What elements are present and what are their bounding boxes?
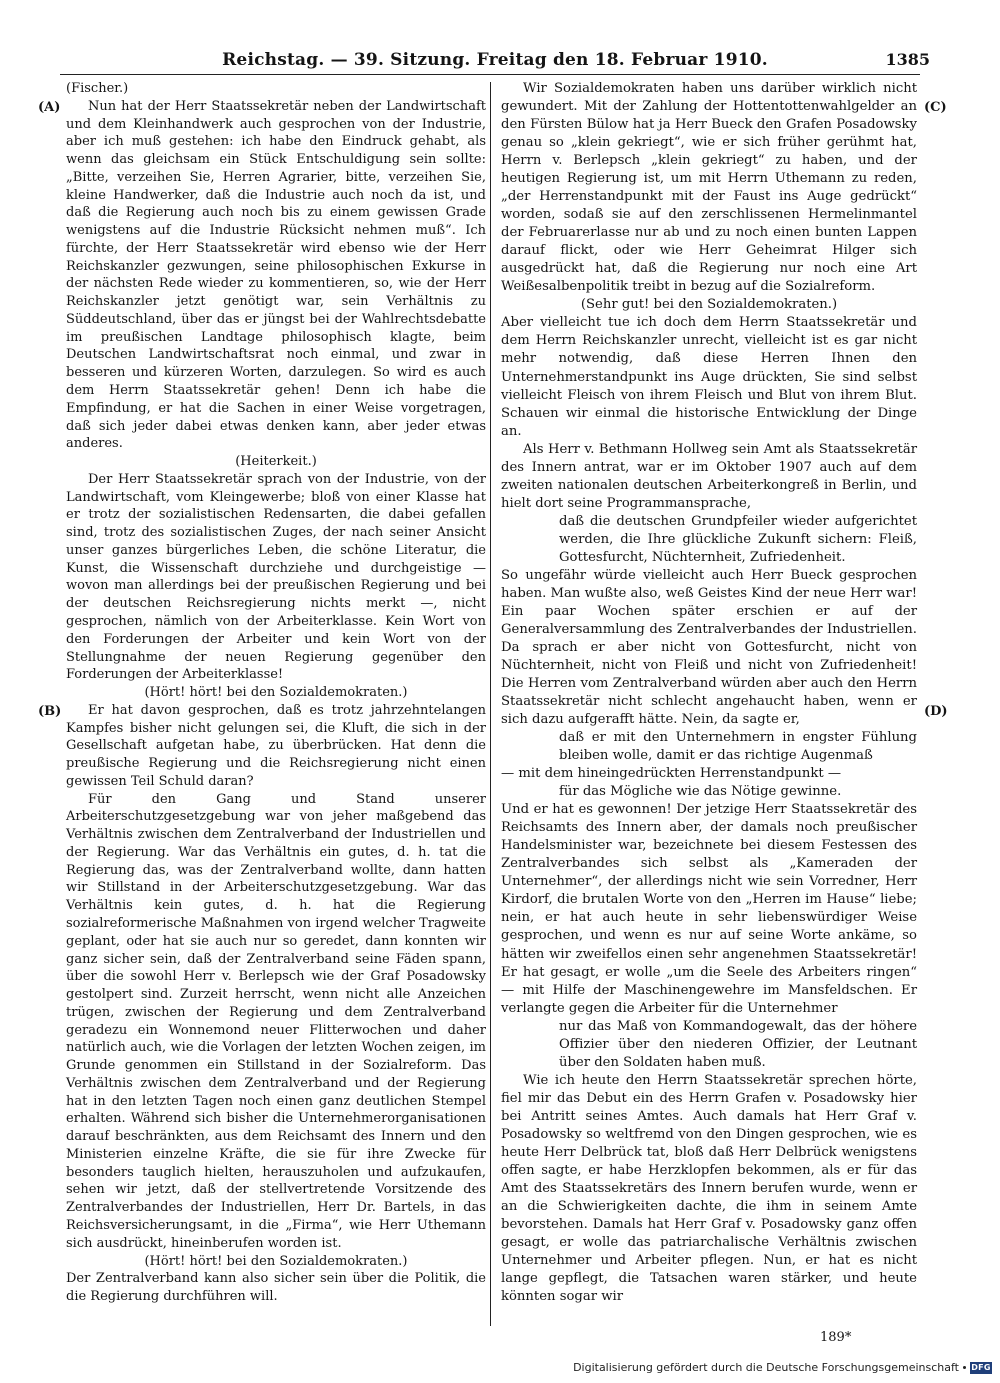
header-rule (60, 74, 920, 75)
footer-separator (963, 1366, 966, 1369)
paragraph: Als Herr v. Bethmann Hollweg sein Amt als Staatssekretär des Innern antrat, war er im Oktober 1907 auch auf dem zweiten nationalen deutschen Arbeiterkongreß in Berlin, und hielt dort seine Programmansprache, (501, 441, 917, 511)
quotation: für das Mögliche wie das Nötige gewinne. (559, 784, 842, 800)
margin-marker-a: (A) (38, 100, 61, 115)
margin-marker-c: (C) (924, 100, 947, 115)
right-column (501, 80, 917, 1306)
paragraph: Der Zentralverband kann also sicher sein über die Politik, die die Regierung durchführen will. (66, 1271, 486, 1305)
speaker-label: (Fischer.) (66, 81, 129, 96)
interjection: (Hört! hört! bei den Sozialdemokraten.) (144, 685, 408, 701)
left-column (66, 80, 486, 1306)
paragraph: Er hat davon gesprochen, daß es trotz jahrzehntelangen Kampfes bisher nicht gelungen sei, die Kluft, die sich in der Gesellschaft aufgetan habe, zu überbrücken. Hat denn die preußische Regierung und die Reichsregierung nicht einen gewissen Teil Schuld daran? (66, 702, 486, 789)
paragraph: Der Herr Staatssekretär sprach von der Industrie, von der Landwirtschaft, vom Kleingewerbe; bloß von einer Klasse hat er trotz der sozialistischen Redensarten, die dabei gefallen sind, trotz des sozialistischen Zuges, der nach seiner Ansicht unser ganzes bürgerliches Leben, die schöne Literatur, die Kunst, die Wissenschaft durchziehe und durchgeistige — wovon man allerdings bei der preußischen Regierung und bei der deutschen Reichsregierung nichts merkt —, nicht gesprochen, nämlich von der Arbeiterklasse. Kein Wort von den Forderungen der Arbeiter und kein Wort von der Stellungnahme der neuen Regierung gegenüber den Forderungen der Arbeiterklasse! (66, 471, 486, 683)
paragraph: Wir Sozialdemokraten haben uns darüber wirklich nicht gewundert. Mit der Zahlung der Hottentottenwahlgelder an den Fürsten Bülow hat ja Herr Bueck den Grafen Posadowsky genau so „klein gekriegt“, wie er sich früher gerühmt hat, Herrn v. Berlepsch „klein gekriegt“ zu haben, und der heutigen Regierung ist, um mit Herrn Uthemann zu reden, „der Herrenstandpunkt mit der Faust ins Auge gedrückt“ worden, sodaß sie auf den zerschlissenen Hermelinmantel der Februarerlasse nur ab und zu noch einen bunten Lappen darauf flickt, oder wie Herr Geheimrat Hilger sich ausgedrückt hat, daß die Regierung nur noch eine Art Weißesalbenpolitik treibt in bezug auf die Sozialreform. (501, 81, 917, 295)
quotation: nur das Maß von Kommandogewalt, das der höhere Offizier über den niederen Offizier, der Leutnant über den Soldaten haben muß. (559, 1018, 917, 1070)
paragraph: Nun hat der Herr Staatssekretär neben der Landwirtschaft und dem Kleinhandwerk auch gesprochen von der Industrie, aber ich muß gestehen: ich habe den Eindruck gehabt, als wenn das gleichsam ein Stück Entschuldigung sein sollte: „Bitte, verzeihen Sie, Herren Agrarier, bitte, verzeihen Sie, kleine Handwerker, daß die Industrie auch noch da ist, und daß die Regierung auch noch bis zu einem gewissen Grade wenigstens auf die Industrie Rücksicht nehmen muß“. Ich fürchte, der Herr Staatssekretär wird ebenso wie der Herr Reichskanzler gezwungen, seine philosophischen Exkurse in der nächsten Rede wieder zu kommentieren, so, wie der Herr Reichskanzler jetzt genötigt war, sein Verhältnis zu Süddeutschland, über das er jüngst bei der Wahlrechtsdebatte im preußischen Landtage philosophisch klagte, beim Deutschen Landwirtschaftsrat noch einmal, und zwar in besseren und kürzeren Worten, darzulegen. So wird es auch dem Herrn Staatssekretär gehen! Denn ich habe die Empfindung, er hat die Sachen in einer Weise vorgetragen, daß sich jeder dabei etwas denken kann, aber jeder etwas anderes. (66, 98, 486, 452)
interjection: (Heiterkeit.) (235, 454, 317, 470)
running-header (60, 50, 930, 74)
interjection: (Hört! hört! bei den Sozialdemokraten.) (144, 1253, 408, 1269)
margin-marker-b: (B) (38, 704, 62, 719)
paragraph: So ungefähr würde vielleicht auch Herr Bueck gesprochen haben. Man wußte also, weß Geistes Kind der neue Herr war! Ein paar Wochen später erschien er auf der Generalversammlung des Zentralverbandes der Industriellen. Da sprach er aber nicht von Gottesfurcht, nicht von Nüchternheit, nicht von Fleiß und nicht von Zufriedenheit! Die Herren vom Zentralverband würden aber auch den Herrn Staatssekretär nicht schlecht angehaucht haben, wenn er sich dazu aufgerafft hätte. Nein, da sagte er, (501, 567, 917, 728)
footer (573, 1361, 992, 1374)
paragraph: Für den Gang und Stand unserer Arbeiterschutzgesetzgebung war von jeher maßgebend das Verhältnis zwischen dem Zentralverband der Industriellen und der Regierung. War das Verhältnis ein gutes, d. h. tat die Regierung das, was der Zentralverband wollte, dann hatten wir Stillstand in der Arbeiterschutzgesetzgebung. War das Verhältnis kein gutes, d. h. hat die Regierung sozialreformerische Maßnahmen von irgend welcher Tragweite geplant, oder hat sie auch nur so geredet, dann konnten wir ganz sicher sein, daß der Zentralverband seine Fäden spann, über die sowohl Herr v. Berlepsch wie der Graf Posadowsky gestolpert sind. Zurzeit herrscht, wenn nicht alle Anzeichen trügen, zwischen der Regierung und dem Zentralverband geradezu ein Wonnemond neuer Flitterwochen und daher natürlich auch, wie die Vorlagen der letzten Wochen zeigen, im Grunde genommen ein Stillstand in der Sozialreform. Das Verhältnis zwischen dem Zentralverband und der Regierung hat in den letzten Tagen noch einen ganz deutlichen Stempel erhalten. Während sich bisher die Unternehmerorganisationen darauf beschränkten, aus dem Reichsamt des Innern und den Ministerien einzelne Kräfte, die sie für ihre Zwecke für besonders tauglich hielten, herauszuholen und aufzukaufen, sehen wir jetzt, daß der stellvertretende Vorsitzende des Zentralverbandes der Industriellen, Herr Dr. Bartels, in das Reichsversicherungsamt, in die „Firma“, wie Herr Uthemann sich ausdrückt, hineinberufen worden ist. (66, 791, 486, 1251)
dfg-logo: DFG (971, 1363, 991, 1372)
interjection: (Sehr gut! bei den Sozialdemokraten.) (580, 297, 838, 313)
column-divider (490, 82, 491, 1326)
quotation: daß die deutschen Grundpfeiler wieder aufgerichtet werden, die Ihre glückliche Zukunft sichern: Fleiß, Gottesfurcht, Nüchternheit, Zufriedenheit. (559, 513, 917, 565)
header-title: Reichstag. — 39. Sitzung. Freitag den 18. Februar 1910. (222, 50, 768, 70)
paragraph: Und er hat es gewonnen! Der jetzige Herr Staatssekretär des Reichsamts des Innern aber, der damals noch preußischer Handelsminister war, bezeichnete bei diesem Festessen des Zentralverbandes sich selbst als „Kameraden der Unternehmer“, der allerdings nicht wie sein Vorredner, Herr Kirdorf, die brutalen Worte von den „Herren im Hause“ liebe; nein, er hat auch heute in sehr liebenswürdiger Weise gesprochen, und wenn es nur auf seine Worte ankäme, so hätten wir zweifellos einen sehr angenehmen Staatssekretär! Er hat gesagt, er wolle „um die Seele des Arbeiters ringen“ — mit Hilfe der Maschinengewehre im Mansfeldschen. Er verlangte gegen die Arbeiter für die Unternehmer (501, 802, 917, 1016)
paragraph: Wie ich heute den Herrn Staatssekretär sprechen hörte, fiel mir das Debut ein des Herrn Grafen v. Posadowsky hier bei Antritt seines Amtes. Auch damals hat Herr Graf v. Posadowsky so weltfremd von den Dingen gesprochen, wie es heute Herr Delbrück tat, bloß daß Herr Delbrück wenigstens offen sagte, er habe Herzklopfen bekommen, als er für das Amt des Staatssekretärs des Innern berufen wurde, wenn er an die Schwierigkeiten dachte, die ihm in seinem Amte bevorstehen. Damals hat Herr Graf v. Posadowsky ganz offen gesagt, er wolle das patriarchalische Verhältnis zwischen Unternehmer und Arbeiter pflegen. Nun, er hat es nicht lange gepflegt, die Tatsachen waren stärker, und heute könnten sogar wir (501, 1072, 917, 1305)
paragraph: Aber vielleicht tue ich doch dem Herrn Staatssekretär und dem Herrn Reichskanzler unrecht, vielleicht ist es gar nicht mehr notwendig, daß diese Herren Ihnen den Unternehmerstandpunkt ins Auge drückten, Sie sind selbst vielleicht Fleisch von ihrem Fleisch und Blut von ihrem Blut. Schauen wir einmal die historische Entwicklung der Dinge an. (501, 315, 917, 439)
footer-credit: Digitalisierung gefördert durch die Deutsche Forschungsgemeinschaft (573, 1361, 959, 1374)
paragraph: — mit dem hineingedrückten Herrenstandpunkt — (501, 766, 842, 782)
quotation: daß er mit den Unternehmern in engster Fühlung bleiben wolle, damit er das richtige Augenmaß (559, 730, 917, 764)
page-number: 1385 (885, 50, 930, 69)
margin-marker-d: (D) (924, 704, 948, 719)
signature-mark: 189* (820, 1330, 852, 1345)
